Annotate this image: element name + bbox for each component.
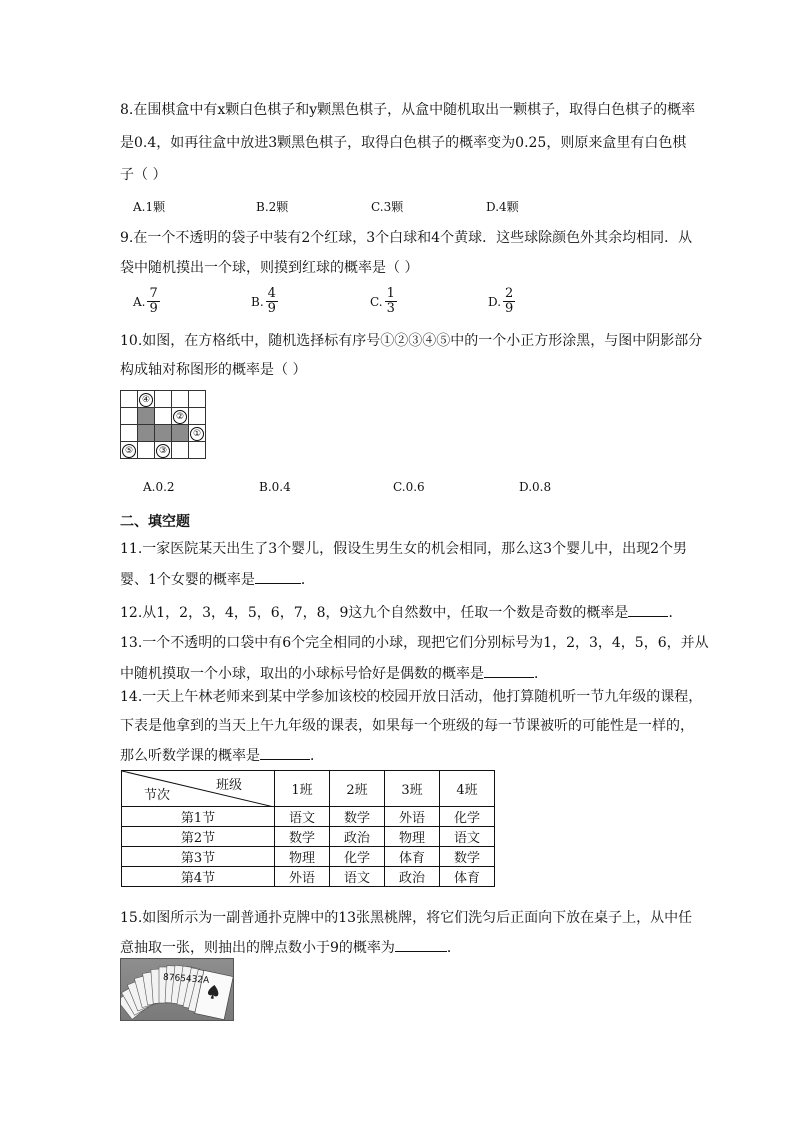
q14-line3 (120, 746, 324, 765)
q14-line3-text: 那么听数学课的概率是 (120, 748, 260, 764)
corner-label-class: 班级 (215, 778, 242, 793)
q12-answer-blank[interactable] (628, 603, 668, 617)
q11-answer-blank[interactable] (255, 570, 301, 584)
q9-line1: 9.在一个不透明的袋子中装有2个红球，3个白球和4个黄球．这些球除颜色外其余均相同．从 (120, 230, 693, 246)
q10-option-b: B.0.4 (259, 480, 291, 494)
q8-line3: 子（ ） (120, 167, 167, 183)
class-header-2: 2班 (330, 771, 385, 807)
q9-option-c (370, 287, 397, 316)
table-cell: 数学 (330, 807, 385, 827)
table-cell: 外语 (385, 807, 440, 827)
q12-line1-text: 12.从1，2，3，4，5，6，7，8，9这九个自然数中，任取一个数是奇数的概率是 (120, 605, 629, 621)
q11-line1: 11.一家医院某天出生了3个婴儿，假设生男生女的机会相同，那么这3个婴儿中，出现2个男 (120, 541, 687, 557)
q8-option-b: B.2颗 (256, 200, 289, 214)
period-label: 第4节 (122, 867, 275, 887)
q13-line2-text: 中随机摸取一个小球，取出的小球标号恰好是偶数的概率是 (120, 666, 484, 682)
q13-line2 (120, 664, 548, 683)
q11-period: ． (300, 572, 315, 588)
q15-line1: 15.如图所示为一副普通扑克牌中的13张黑桃牌，将它们洗匀后正面向下放在桌子上，从中任 (120, 910, 693, 926)
q9-option-d-label: D. (488, 294, 502, 309)
corner-label-period: 节次 (144, 788, 171, 803)
q13-line1: 13.一个不透明的口袋中有6个完全相同的小球，现把它们分别标号为1，2，3，4，5，6，并从 (120, 635, 709, 651)
q9-option-d (488, 287, 515, 316)
table-row (122, 827, 495, 847)
q15-answer-blank[interactable] (395, 938, 447, 952)
timetable-corner-cell (122, 771, 275, 807)
q9-option-b-label: B. (251, 294, 264, 309)
card-ranks-text: 8765432A (162, 972, 210, 986)
table-cell: 化学 (440, 807, 495, 827)
q9-option-c-numerator: 1 (386, 286, 395, 301)
table-cell: 政治 (385, 867, 440, 887)
q14-line1: 14.一天上午林老师来到某中学参加该校的校园开放日活动，他打算随机听一节九年级的课程， (120, 689, 703, 705)
table-cell: 化学 (330, 847, 385, 867)
q9-option-b (251, 287, 278, 316)
q14-line2: 下表是他拿到的当天上午九年级的课表，如果每一个班级的每一节课被听的可能性是一样的， (120, 718, 694, 734)
q10-option-a: A.0.2 (143, 480, 175, 494)
period-label: 第2节 (122, 827, 275, 847)
q10-line2: 构成轴对称图形的概率是（ ） (120, 362, 307, 378)
q12-period: ． (668, 605, 683, 621)
spade-cards-fan-image (121, 959, 233, 1020)
table-row (122, 807, 495, 827)
q9-option-c-label: C. (370, 294, 383, 309)
table-cell: 语文 (440, 827, 495, 847)
q13-answer-blank[interactable] (484, 664, 534, 678)
q9-option-d-numerator: 2 (505, 286, 514, 301)
grid-mark-5: ⑤ (122, 444, 136, 458)
class-header-4: 4班 (440, 771, 495, 807)
q8-option-c: C.3颗 (371, 200, 404, 214)
q11-line2 (120, 570, 315, 589)
q13-period: ． (534, 666, 548, 682)
period-label: 第3节 (122, 847, 275, 867)
grid-mark-2: ② (173, 410, 187, 424)
q9-line2: 袋中随机摸出一个球，则摸到红球的概率是（ ） (120, 260, 419, 276)
q10-grid-figure (120, 390, 206, 459)
q10-option-c: C.0.6 (393, 480, 425, 494)
q8-line2: 是0.4，如再往盒中放进3颗黑色棋子，取得白色棋子的概率变为0.25，则原来盒里有白色棋 (120, 135, 687, 151)
period-label: 第1节 (122, 807, 275, 827)
q8-line1: 8.在围棋盒中有x颗白色棋子和y颗黑色棋子，从盒中随机取出一颗棋子，取得白色棋子的概率 (120, 102, 696, 118)
q15-line2 (120, 938, 461, 957)
q10-line1: 10.如图，在方格纸中，随机选择标有序号①②③④⑤中的一个小正方形涂黑，与图中阴影部分 (120, 333, 703, 349)
table-cell: 外语 (275, 867, 330, 887)
table-cell: 体育 (385, 847, 440, 867)
table-cell: 政治 (330, 827, 385, 847)
q14-period: ． (310, 748, 324, 764)
grid-mark-1: ① (190, 427, 204, 441)
table-cell: 语文 (330, 867, 385, 887)
q9-option-a-numerator: 7 (149, 286, 158, 301)
q15-period: ． (446, 940, 461, 956)
q9-option-c-denominator: 3 (386, 301, 395, 316)
q9-option-b-numerator: 4 (267, 286, 276, 301)
q9-option-b-denominator: 9 (267, 301, 276, 316)
playing-cards-photo (120, 958, 234, 1021)
grid-mark-3: ③ (156, 444, 170, 458)
section-heading: 二、填空题 (120, 514, 190, 530)
q9-option-a-denominator: 9 (149, 301, 158, 316)
q10-option-d: D.0.8 (519, 480, 552, 494)
table-cell: 物理 (385, 827, 440, 847)
q9-option-d-denominator: 9 (505, 301, 514, 316)
class-header-1: 1班 (275, 771, 330, 807)
table-cell: 体育 (440, 867, 495, 887)
q11-line2-text: 婴、1个女婴的概率是 (120, 572, 255, 588)
q15-line2-text: 意抽取一张，则抽出的牌点数小于9的概率为 (120, 940, 395, 956)
table-row (122, 847, 495, 867)
q9-option-a-label: A. (133, 294, 146, 309)
q8-option-a: A.1颗 (133, 200, 166, 214)
timetable (121, 770, 495, 887)
q14-answer-blank[interactable] (260, 746, 310, 760)
table-cell: 语文 (275, 807, 330, 827)
q12-line1 (120, 603, 682, 622)
table-cell: 数学 (440, 847, 495, 867)
table-cell: 数学 (275, 827, 330, 847)
q8-option-d: D.4颗 (486, 200, 519, 214)
table-cell: 物理 (275, 847, 330, 867)
class-header-3: 3班 (385, 771, 440, 807)
table-row (122, 867, 495, 887)
q9-option-a (133, 287, 160, 316)
grid-mark-4: ④ (139, 393, 153, 407)
